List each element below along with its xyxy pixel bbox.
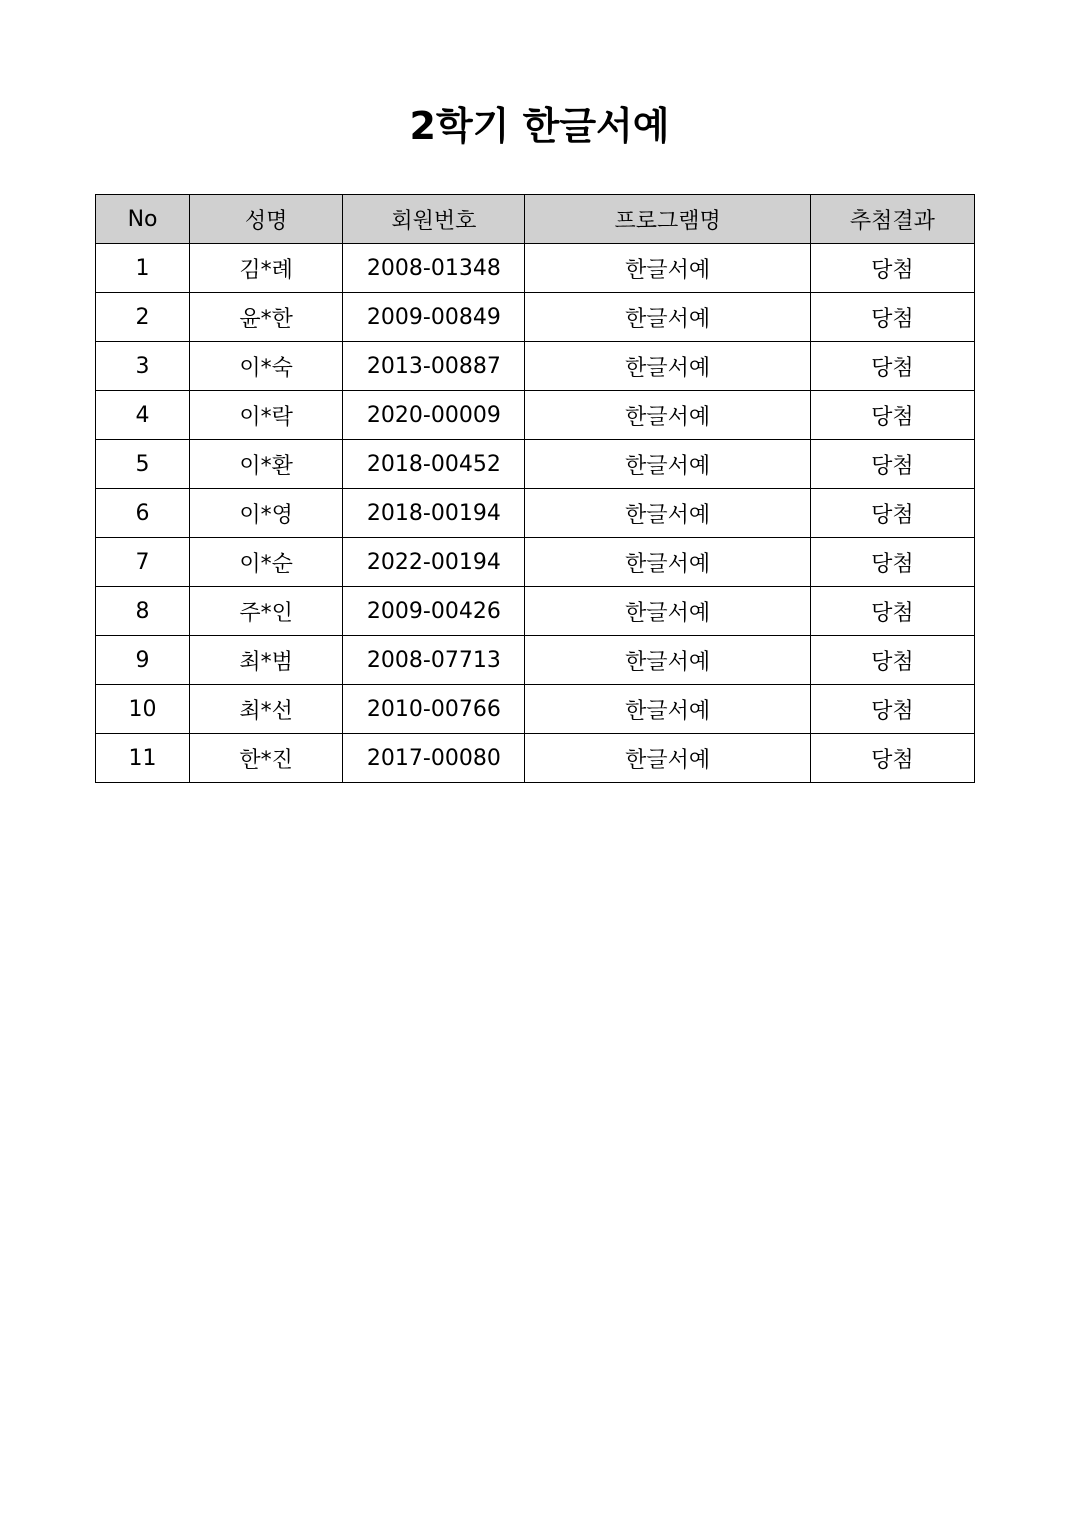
table-row [96,734,975,783]
table-row [96,391,975,440]
cell-name: 윤*한 [190,293,343,342]
cell-name: 이*락 [190,391,343,440]
cell-draw-result: 당첨 [810,293,974,342]
cell-draw-result: 당첨 [810,342,974,391]
cell-name: 이*순 [190,538,343,587]
cell-name: 최*선 [190,685,343,734]
cell-name: 한*진 [190,734,343,783]
cell-no: 6 [96,489,190,538]
cell-program-name: 한글서예 [525,587,810,636]
cell-member-number: 2009-00849 [343,293,525,342]
header-name: 성명 [190,195,343,244]
cell-no: 10 [96,685,190,734]
cell-member-number: 2009-00426 [343,587,525,636]
header-program-name: 프로그램명 [525,195,810,244]
cell-draw-result: 당첨 [810,685,974,734]
cell-member-number: 2013-00887 [343,342,525,391]
cell-program-name: 한글서예 [525,440,810,489]
cell-program-name: 한글서예 [525,293,810,342]
cell-member-number: 2017-00080 [343,734,525,783]
cell-member-number: 2022-00194 [343,538,525,587]
cell-draw-result: 당첨 [810,734,974,783]
lottery-result-table [95,194,975,783]
cell-no: 9 [96,636,190,685]
cell-no: 3 [96,342,190,391]
cell-draw-result: 당첨 [810,636,974,685]
cell-no: 4 [96,391,190,440]
table-row [96,685,975,734]
table-header-row [96,195,975,244]
table-body [96,244,975,783]
table-row [96,440,975,489]
cell-program-name: 한글서예 [525,489,810,538]
cell-draw-result: 당첨 [810,244,974,293]
cell-name: 이*환 [190,440,343,489]
cell-draw-result: 당첨 [810,538,974,587]
table-row [96,342,975,391]
table-row [96,244,975,293]
cell-member-number: 2018-00452 [343,440,525,489]
cell-member-number: 2010-00766 [343,685,525,734]
cell-program-name: 한글서예 [525,342,810,391]
cell-name: 이*영 [190,489,343,538]
cell-program-name: 한글서예 [525,685,810,734]
cell-draw-result: 당첨 [810,391,974,440]
header-member-number: 회원번호 [343,195,525,244]
cell-name: 최*범 [190,636,343,685]
cell-program-name: 한글서예 [525,636,810,685]
cell-program-name: 한글서예 [525,391,810,440]
cell-program-name: 한글서예 [525,734,810,783]
table-row [96,489,975,538]
table-row [96,587,975,636]
cell-draw-result: 당첨 [810,440,974,489]
cell-member-number: 2018-00194 [343,489,525,538]
cell-no: 8 [96,587,190,636]
cell-draw-result: 당첨 [810,587,974,636]
cell-no: 5 [96,440,190,489]
page-title: 2학기 한글서예 [409,104,670,148]
cell-name: 주*인 [190,587,343,636]
cell-no: 7 [96,538,190,587]
cell-program-name: 한글서예 [525,244,810,293]
cell-no: 1 [96,244,190,293]
cell-member-number: 2008-07713 [343,636,525,685]
table-row [96,636,975,685]
cell-no: 11 [96,734,190,783]
cell-member-number: 2020-00009 [343,391,525,440]
cell-draw-result: 당첨 [810,489,974,538]
header-draw-result: 추첨결과 [810,195,974,244]
header-no: No [96,195,190,244]
cell-no: 2 [96,293,190,342]
cell-program-name: 한글서예 [525,538,810,587]
cell-name: 이*숙 [190,342,343,391]
cell-name: 김*례 [190,244,343,293]
cell-member-number: 2008-01348 [343,244,525,293]
table-row [96,293,975,342]
table-row [96,538,975,587]
